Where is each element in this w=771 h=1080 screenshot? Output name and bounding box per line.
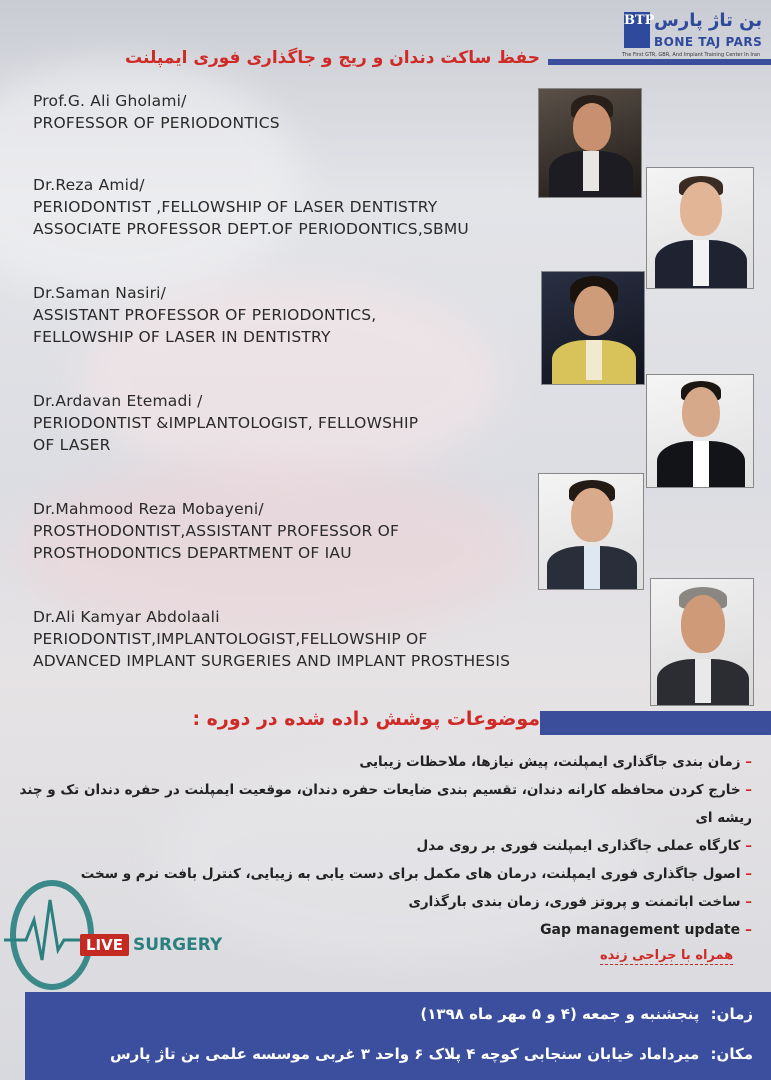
topic-text: اصول جاگذاری فوری ایمپلنت، درمان های مکمل برای دست یابی به زیبایی، کنترل بافت نرم و سخت bbox=[80, 866, 741, 882]
topics-heading: موضوعات پوشش داده شده در دوره : bbox=[192, 708, 540, 730]
live-surgery-badge bbox=[80, 932, 222, 958]
speaker-title: ASSOCIATE PROFESSOR DEPT.OF PERIODONTICS,SBMU bbox=[33, 220, 469, 238]
logo-tagline: The First GTR, GBR, And Implant Training Center In Iran bbox=[622, 52, 761, 58]
topic-text: کارگاه عملی جاگذاری ایمپلنت فوری بر روی مدل bbox=[416, 838, 741, 854]
speaker-name: Prof.G. Ali Gholami/ bbox=[33, 92, 187, 110]
speaker-6-photo bbox=[650, 578, 754, 706]
list-item: – زمان بندی جاگذاری ایمپلنت، پیش نیازها، ملاحظات زیبایی bbox=[359, 754, 752, 770]
speaker-title: PERIODONTIST &IMPLANTOLOGIST, FELLOWSHIP bbox=[33, 414, 419, 432]
time-value: پنجشنبه و جمعه (۴ و ۵ مهر ماه ۱۳۹۸) bbox=[420, 1005, 700, 1023]
logo bbox=[620, 8, 770, 60]
speaker-4-photo bbox=[646, 374, 754, 488]
speaker-name: Dr.Mahmood Reza Mobayeni/ bbox=[33, 500, 264, 518]
list-item: – کارگاه عملی جاگذاری ایمپلنت فوری بر روی مدل bbox=[416, 838, 752, 854]
time-line bbox=[25, 1000, 753, 1028]
list-item: – اصول جاگذاری فوری ایمپلنت، درمان های مکمل برای دست یابی به زیبایی، کنترل بافت نرم و سخت bbox=[80, 866, 752, 882]
logo-name-en: BONE TAJ PARS bbox=[654, 35, 763, 49]
speaker-2 bbox=[33, 174, 613, 240]
speaker-1-photo bbox=[538, 88, 642, 198]
speaker-3 bbox=[33, 282, 613, 348]
logo-mark: BTP bbox=[624, 12, 650, 48]
speaker-4 bbox=[33, 390, 613, 456]
time-label: زمان: bbox=[710, 1005, 753, 1023]
topic-text: Gap management update bbox=[540, 922, 741, 938]
logo-name-fa: بن تاژ پارس bbox=[654, 10, 763, 31]
speaker-2-photo bbox=[646, 167, 754, 289]
topics-accent-bar bbox=[540, 711, 771, 735]
speaker-title: OF LASER bbox=[33, 436, 111, 454]
topic-text: خارج کردن محافظه کارانه دندان، تقسیم بندی ضایعات حفره دندان، موقعیت ایمپلنت در حفره دندان تک و چند ریشه ای bbox=[19, 782, 752, 826]
speaker-title: PERIODONTIST,IMPLANTOLOGIST,FELLOWSHIP OF bbox=[33, 630, 428, 648]
speaker-6 bbox=[33, 606, 613, 672]
live-label: LIVE bbox=[80, 934, 129, 956]
speaker-title: ASSISTANT PROFESSOR OF PERIODONTICS, bbox=[33, 306, 377, 324]
list-item: – ساخت اباتمنت و پروتز فوری، زمان بندی بارگذاری bbox=[408, 894, 752, 910]
topic-text: ساخت اباتمنت و پروتز فوری، زمان بندی بارگذاری bbox=[408, 894, 741, 910]
speaker-title: PROSTHODONTIST,ASSISTANT PROFESSOR OF bbox=[33, 522, 400, 540]
list-item: Gap management update – bbox=[540, 922, 752, 938]
speaker-name: Dr.Ali Kamyar Abdolaali bbox=[33, 608, 220, 626]
surgery-label: SURGERY bbox=[133, 935, 223, 955]
place-line bbox=[25, 1040, 753, 1068]
speaker-name: Dr.Ardavan Etemadi / bbox=[33, 392, 203, 410]
speaker-5-photo bbox=[538, 473, 644, 590]
speaker-title: PROSTHODONTICS DEPARTMENT OF IAU bbox=[33, 544, 352, 562]
list-item: – خارج کردن محافظه کارانه دندان، تقسیم بندی ضایعات حفره دندان، موقعیت ایمپلنت در حفره دندان تک و چند ریشه ای bbox=[19, 782, 752, 826]
header-accent-bar bbox=[548, 59, 771, 65]
speaker-name: Dr.Reza Amid/ bbox=[33, 176, 145, 194]
live-surgery-note: همراه با جراحی زنده bbox=[600, 948, 734, 963]
speaker-name: Dr.Saman Nasiri/ bbox=[33, 284, 167, 302]
speaker-title: PERIODONTIST ,FELLOWSHIP OF LASER DENTISTRY bbox=[33, 198, 438, 216]
topics-list bbox=[10, 748, 752, 944]
speaker-title: ADVANCED IMPLANT SURGERIES AND IMPLANT PROSTHESIS bbox=[33, 652, 511, 670]
speaker-3-photo bbox=[541, 271, 645, 385]
place-value: میرداماد خیابان سنجابی کوچه ۴ پلاک ۶ واحد ۳ غربی موسسه علمی بن تاژ پارس bbox=[109, 1045, 700, 1063]
speaker-1 bbox=[33, 90, 613, 134]
speaker-title: FELLOWSHIP OF LASER IN DENTISTRY bbox=[33, 328, 331, 346]
speaker-title: PROFESSOR OF PERIODONTICS bbox=[33, 114, 280, 132]
page-title: حفظ ساکت دندان و ریج و جاگذاری فوری ایمپلنت bbox=[125, 48, 540, 68]
footer bbox=[25, 992, 771, 1080]
topic-text: زمان بندی جاگذاری ایمپلنت، پیش نیازها، ملاحظات زیبایی bbox=[359, 754, 741, 770]
place-label: مکان: bbox=[710, 1045, 753, 1063]
speaker-5 bbox=[33, 498, 613, 564]
